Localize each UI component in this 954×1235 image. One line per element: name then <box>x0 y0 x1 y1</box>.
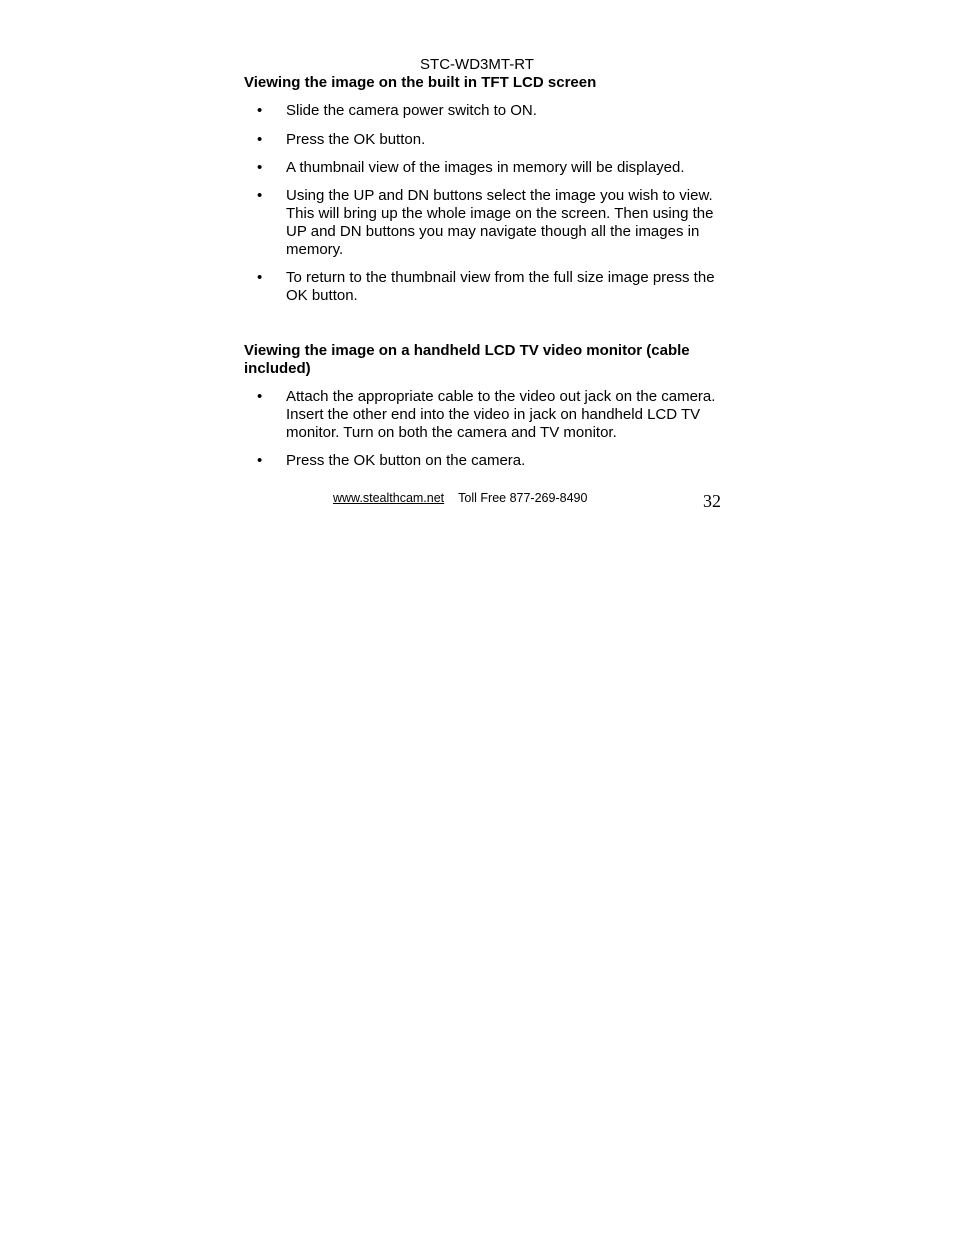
section-heading: Viewing the image on the built in TFT LCD screen <box>244 74 597 91</box>
section-tft-lcd <box>244 74 724 305</box>
bullet-list <box>244 388 724 470</box>
list-item-text: Press the OK button. <box>286 130 426 148</box>
list-item <box>244 187 724 259</box>
model-title: STC-WD3MT-RT <box>420 56 534 73</box>
list-item <box>244 269 724 305</box>
bullet-icon: • <box>257 130 263 148</box>
bullet-icon: • <box>257 452 263 469</box>
bullet-icon: • <box>257 158 263 176</box>
bullet-list <box>244 102 724 305</box>
list-item-text: To return to the thumbnail view from the full size image press the OK button. <box>286 269 715 305</box>
bullet-icon: • <box>257 187 263 205</box>
website-link[interactable]: www.stealthcam.net <box>333 491 445 505</box>
list-item-text: Attach the appropriate cable to the video out jack on the camera. Insert the other end into the video in jack on handheld LCD TV monitor. Turn on both the camera and TV monitor. <box>286 388 716 441</box>
list-item <box>244 452 724 470</box>
list-item-text: A thumbnail view of the images in memory will be displayed. <box>286 158 685 176</box>
list-item-text: Slide the camera power switch to ON. <box>286 102 537 120</box>
page-footer <box>333 490 587 506</box>
bullet-icon: • <box>257 269 263 287</box>
phone-number: Toll Free 877-269-8490 <box>458 491 588 505</box>
page-header <box>0 56 954 74</box>
section-heading: Viewing the image on a handheld LCD TV video monitor (cable included) <box>244 342 690 377</box>
list-item <box>244 102 724 120</box>
section-handheld-monitor <box>244 342 724 470</box>
list-item <box>244 388 724 442</box>
list-item-text: Using the UP and DN buttons select the image you wish to view. This will bring up the whole image on the screen. Then using the UP and DN buttons you may navigate though all the images in memory. <box>286 187 714 259</box>
list-item <box>244 159 724 177</box>
list-item-text: Press the OK button on the camera. <box>286 452 526 469</box>
bullet-icon: • <box>257 102 263 120</box>
list-item <box>244 131 724 149</box>
page-number: 32 <box>703 491 721 511</box>
bullet-icon: • <box>257 388 263 405</box>
